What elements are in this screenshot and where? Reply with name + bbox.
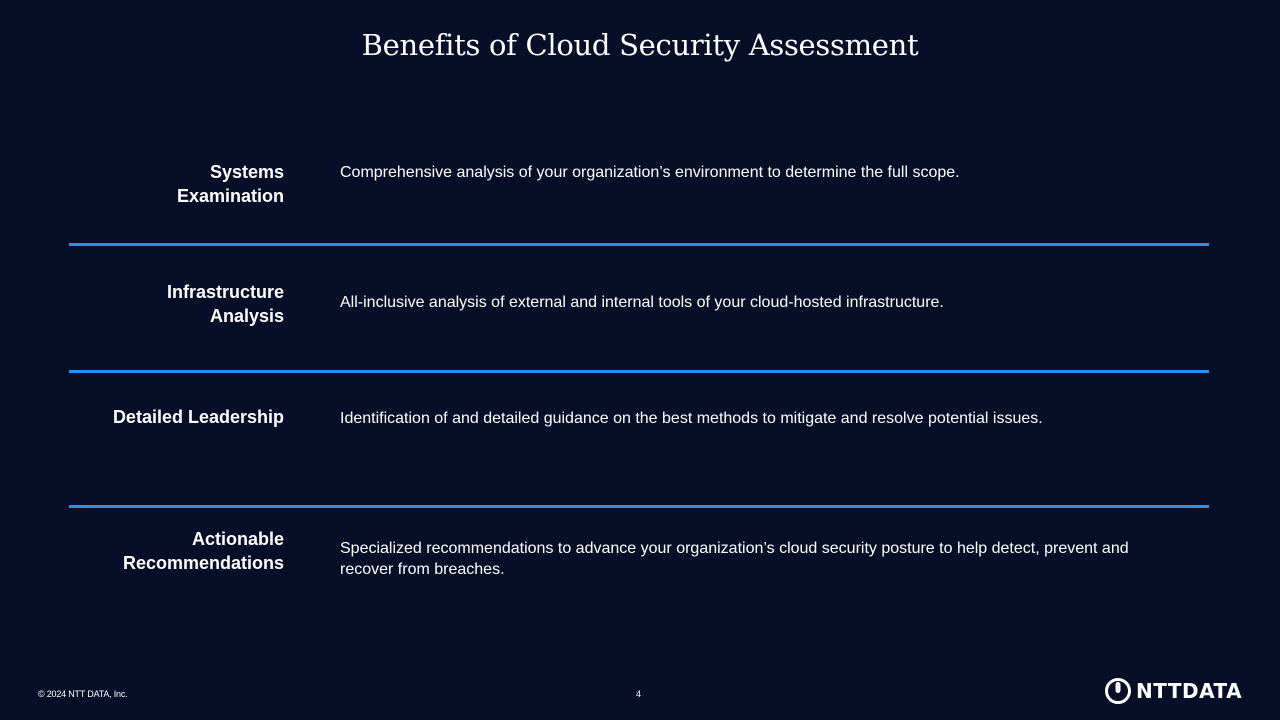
copyright-notice: © 2024 NTT DATA, Inc. <box>38 689 128 699</box>
divider <box>69 243 1209 246</box>
divider <box>69 370 1209 373</box>
ntt-data-logo-icon <box>1104 677 1132 705</box>
logo-text: NTTDATA <box>1136 679 1243 703</box>
benefit-label <box>24 160 284 208</box>
ntt-data-logo <box>1104 677 1242 705</box>
benefit-label-line: Examination <box>176 186 284 206</box>
benefit-description: Identification of and detailed guidance on the best methods to mitigate and resolve potential issues. <box>340 410 1043 427</box>
benefit-label-line: Detailed Leadership <box>112 407 284 427</box>
benefit-label <box>24 527 284 575</box>
benefit-label-line: Analysis <box>209 306 284 326</box>
divider <box>69 505 1209 508</box>
benefit-label-line: Infrastructure <box>166 282 284 302</box>
benefit-label <box>0 405 284 429</box>
benefit-label-line: Actionable <box>191 529 284 549</box>
slide-title: Benefits of Cloud Security Assessment <box>361 28 919 62</box>
benefit-description: Specialized recommendations to advance your organization’s cloud security posture to help detect, prevent and recover from breaches. <box>340 540 1129 578</box>
benefit-label <box>24 280 284 328</box>
benefit-description: Comprehensive analysis of your organization’s environment to determine the full scope. <box>340 164 960 181</box>
page-number: 4 <box>636 689 642 699</box>
benefit-description: All-inclusive analysis of external and internal tools of your cloud-hosted infrastructure. <box>340 294 944 311</box>
benefit-label-line: Systems <box>209 162 284 182</box>
benefit-label-line: Recommendations <box>122 553 284 573</box>
